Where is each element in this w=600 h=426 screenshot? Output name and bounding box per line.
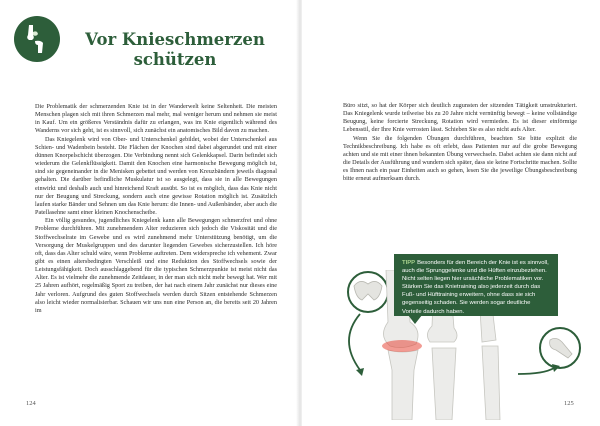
paragraph: Wenn Sie die folgenden Übungen durchführen, beachten Sie bitte explizit die Technikbeschreibung. Ich habe es oft erlebt, dass Patienten nur auf die grobe Bewegung achten und sie mit einer ihnen bekannten Übung verwechseln. Dabei achten sie dann nicht auf die Details der Ausführung und wundern sich später, dass sie keine Fortschritte machen. Sollte es Ihnen nach ein paar Einheiten auch so gehen, lesen Sie die jeweilige Übungsbeschreibung bitte erneut aufmerksam durch. xyxy=(343,134,577,183)
paragraph: Die Problematik der schmerzenden Knie ist in der Wanderwelt keine Seltenheit. Die meisten Menschen plagen sich mit ihren Schmerzen mal mehr, mal weniger herum und nehmen sie meist in Kauf. Um ein größeres Verständnis dafür zu erlangen, was im Knie eigentlich während des Wanderns vor sich geht, ist es sinnvoll, sich zunächst ein anatomisches Bild davon zu machen. xyxy=(35,103,277,135)
chapter-badge xyxy=(14,16,60,62)
left-column-text xyxy=(35,103,277,315)
title-line-1: Vor Knieschmerzen xyxy=(85,30,265,49)
tip-label: TIPP xyxy=(402,260,416,266)
foot-bones-icon xyxy=(540,328,580,368)
tip-box xyxy=(394,254,558,316)
paragraph: Das Kniegelenk wird von Ober- und Unterschenkel gebildet, wobei der Unterschenkel aus Schien- und Wadenbein besteht. Die Flächen der Knochen sind dabei abgerundet und mit einer dünnen Knorpelschicht überzogen. Die Verbindung nennt sich Gelenkkapsel. Darin befindet sich wiederum die Gelenkflüssigkeit. Damit den Knochen eine harmonische Bewegung möglich ist, sind sie gegeneinander in die Menisken gebettet und werden von Kreuzbändern jeweils diagonal gehalten. Die darüber befindliche Muskulatur ist so ausgelegt, dass sie in alle Bewegungen einwirkt und deshalb auch und hinreichend Kraft ausübt. So ist es möglich, dass das Knie nicht nur der Beugung und Streckung, sondern auch eine gewisse Rotation möglich ist. Zusätzlich laufen starke Bänder und Sehnen um das Knie herum: die Innen- und Außenbänder, aber auch die Patellasehne samt einer kleinen Knochenscheibe. xyxy=(35,135,277,217)
tip-text: Besonders für den Bereich der Knie ist es sinnvoll, auch die Sprunggelenke und die Hüften einzubeziehen. Nicht selten liegen hier ursächliche Problematiken vor. Stärken Sie das Knietraining also jederzeit durch das Fuß- und Hüfttraining erweitern, ohne dass sie sich gegenseitig schaden. Sie werden sogar deutliche Vorteile dadurch haben. xyxy=(402,260,549,315)
title-line-2: schützen xyxy=(133,50,217,69)
page-number-right: 125 xyxy=(564,400,574,407)
page-number-left: 124 xyxy=(26,400,36,407)
chapter-title xyxy=(70,30,280,70)
pelvis-icon xyxy=(348,272,388,312)
right-column-text xyxy=(343,102,577,184)
paragraph: Büro sitzt, so hat der Körper sich deutlich zugunsten der sitzenden Tätigkeit umstrukturiert. Das Kniegelenk wurde teilweise bis zu 20 Jahre nicht vernünftig bewegt – keine vollständige Beugung, keine forcierte Streckung, Rotation wird vermieden. Es ist dieser einförmige Lebensstil, der Ihre Knie verrosten lässt. Schieben Sie es also nicht aufs Alter. xyxy=(343,102,577,134)
tip-pointer xyxy=(408,315,422,324)
paragraph: Ein völlig gesundes, jugendliches Kniegelenk kann alle Bewegungen schmerzfrei und ohne Probleme durchführen. Mit zunehmendem Alter reduzieren sich jedoch die Viskosität und die Stoffwechselrate im Gewebe und es wird zunehmend mehr Unterstützung benötigt, um die Versorgung der Muskelgruppen und des darunter liegenden Gewebes sicherzustellen. Ich höre oft, dass das Alter schuld wäre, wenn Probleme auftreten. Dem widerspreche ich vehement. Zwar gibt es einen altersbedingten Verschleiß und eine Reduktion des Stoffwechsels sowie der Leistungsfähigkeit. Doch ausschlaggebend für die typischen Schmerzpunkte ist meist nicht das Alter. Es ist vielmehr die zunehmende Zeitdauer, in der man sich nicht mehr bewegt hat. Wer mit 25 Jahren aufhört, regelmäßig Sport zu treiben, der hat nach einem Jahr zunächst nur dieses eine Jahr verloren. Aufgrund des guten Stoffwechsels werden durch Sitzen entstehende Schmerzen also leicht wieder normalisierbar. Schauen wir uns nun eine Person an, die bereits seit 20 Jahren im xyxy=(35,217,277,314)
knee-joint-icon xyxy=(23,23,51,55)
left-page xyxy=(0,0,298,426)
